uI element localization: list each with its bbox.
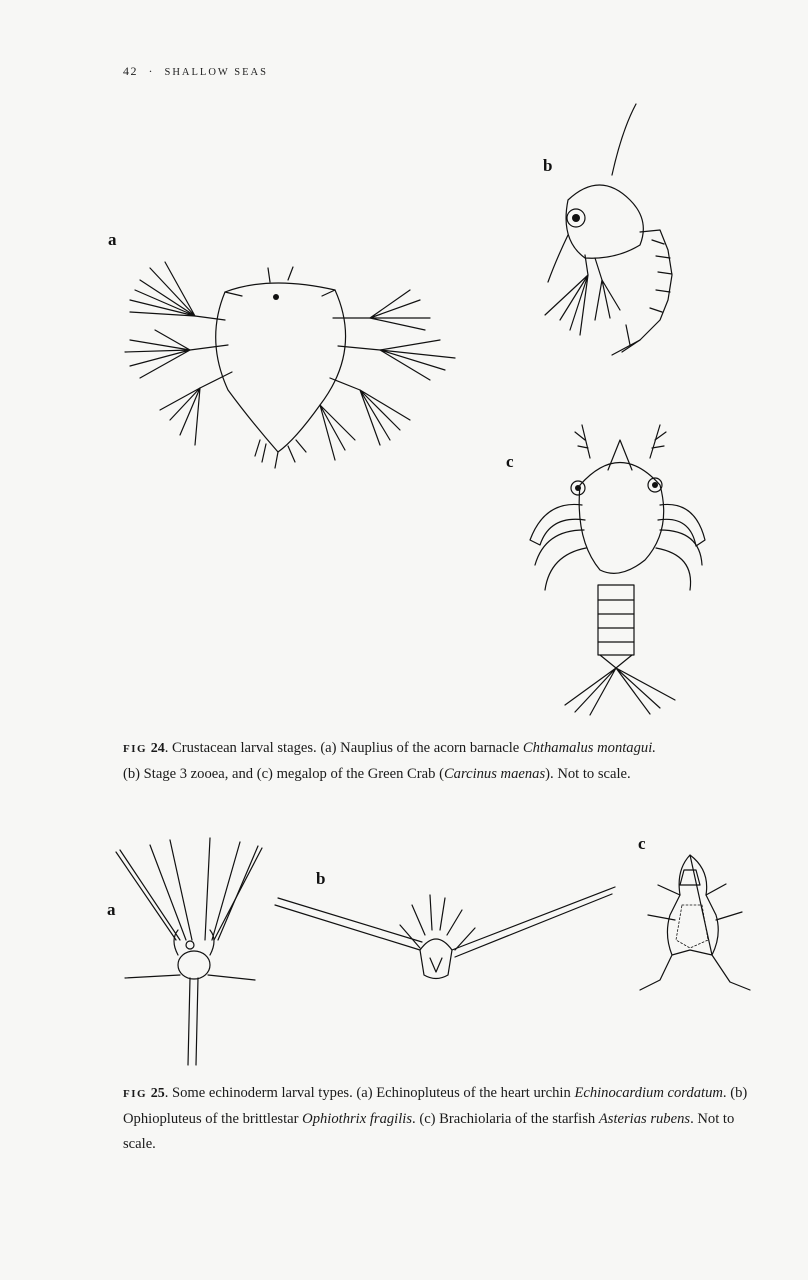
fig24-label-c: c: [506, 452, 514, 471]
fig25-caption-text-2: . (b) Ophiopluteus of the brittlestar: [123, 1085, 748, 1127]
brachiolaria-drawing: [640, 855, 750, 990]
fig25-label-c: c: [638, 834, 646, 853]
running-head-title: SHALLOW SEAS: [164, 67, 268, 78]
fig25-caption-text-3: . (c) Brachiolaria of the starfish: [412, 1111, 599, 1127]
fig24-number: 24: [150, 741, 165, 756]
fig25-label-a: a: [107, 900, 116, 919]
page-number: 42: [123, 64, 138, 78]
fig25-tag: FIG: [123, 1088, 148, 1100]
fig24-caption-text-1: . Crustacean larval stages. (a) Nauplius of the acorn barnacle: [164, 740, 523, 756]
fig24-tag: FIG: [123, 743, 148, 755]
ophiopluteus-drawing: [275, 887, 615, 979]
fig24-caption-text-3: ). Not to scale.: [545, 766, 631, 782]
fig25-species-2: Ophiothrix fragilis: [302, 1111, 413, 1127]
fig24-label-a: a: [108, 230, 117, 249]
echinopluteus-drawing: [116, 838, 262, 1065]
fig25-species-3: Asterias rubens: [598, 1111, 691, 1127]
fig24-label-b: b: [543, 156, 553, 175]
fig25-label-b: b: [316, 869, 326, 888]
fig25-caption-text-1: . Some echinoderm larval types. (a) Echinopluteus of the heart urchin: [164, 1085, 575, 1101]
fig24-species-2: Carcinus maenas: [443, 766, 546, 782]
figure-25-caption: [123, 1081, 763, 1157]
fig24-caption-text-2: (b) Stage 3 zooea, and (c) megalop of the Green Crab (: [123, 766, 444, 782]
fig25-caption-text-4: . Not to scale.: [123, 1111, 735, 1152]
fig24-species-1: Chthamalus montagui.: [522, 740, 656, 756]
fig25-number: 25: [150, 1086, 165, 1101]
fig25-species-1: Echinocardium cordatum: [574, 1085, 723, 1101]
running-head-separator: ·: [148, 64, 154, 78]
